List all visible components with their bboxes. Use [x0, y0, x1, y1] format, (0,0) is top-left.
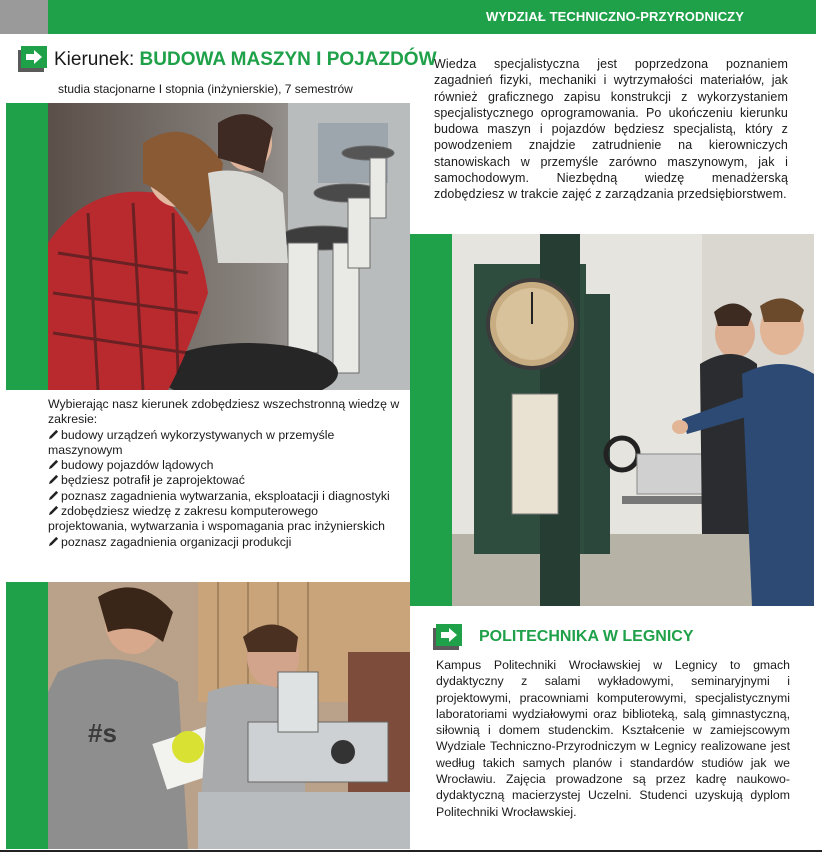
right-green-strip [410, 234, 452, 606]
pencil-icon [48, 459, 59, 470]
photo-students-microscopes [48, 103, 410, 390]
pencil-icon [48, 505, 59, 516]
left-green-strip-bottom [6, 582, 48, 849]
header-gray-corner [0, 0, 48, 34]
list-item: budowy urządzeń wykorzystywanych w przemyśle maszynowym [48, 427, 335, 457]
list-item: zdobędziesz wiedzę z zakresu komputerowego projektowania, wytwarzania i wspomagania prac inżynierskich [48, 504, 385, 534]
skills-section [48, 397, 400, 550]
skills-lead: Wybierając nasz kierunek zdobędziesz wszechstronną wiedzę w zakresie: [48, 397, 400, 427]
list-item: poznasz zagadnienia organizacji produkcji [48, 535, 400, 550]
skills-list [48, 428, 400, 550]
program-name: BUDOWA MASZYN I POJAZDÓW [139, 49, 437, 70]
bottom-rule [0, 850, 822, 852]
pencil-icon [48, 474, 59, 485]
politechnika-heading: POLITECHNIKA W LEGNICY [479, 628, 694, 645]
program-subtitle: studia stacjonarne I stopnia (inżynierskie), 7 semestrów [58, 82, 353, 96]
list-item: będziesz potrafił je zaprojektować [48, 473, 400, 488]
pencil-icon [48, 429, 59, 440]
program-heading [54, 49, 437, 71]
list-item: poznasz zagadnienia wytwarzania, eksploatacji i diagnostyki [48, 489, 400, 504]
svg-text:#s: #s [88, 718, 117, 748]
arrow-right-icon [433, 624, 463, 655]
list-item: budowy pojazdów lądowych [48, 458, 400, 473]
pencil-icon [48, 536, 59, 547]
politechnika-paragraph: Kampus Politechniki Wrocławskiej w Legnicy to gmach dydaktyczny z salami wykładowymi, seminaryjnymi i projektowymi, pracowniami komputerowymi, specjalistycznymi laboratoriami wydziałowymi oraz biblioteką, salą gimnastyczną, siłownią i domem studenckim. Kształcenie w zamiejscowym Wydziale Techniczno-Przyrodniczym w Legnicy realizowane jest według takich samych planów i standardów studiów jak we Wrocławiu. Zajęcia prowadzone są przez kadrę naukowo-dydaktyczną macierzystej Uczelni. Studenci uzyskują dyplom Politechniki Wrocławskiej. [436, 658, 790, 819]
left-green-strip-top [6, 103, 48, 390]
header-bar [48, 0, 816, 34]
photo-students-lathe [48, 582, 410, 849]
arrow-right-icon [18, 46, 48, 77]
intro-paragraph: Wiedza specjalistyczna jest poprzedzona poznaniem zagadnień fizyki, mechaniki i wytrzymałości materiałów, jak również graficznego zapisu konstrukcji z wykorzystaniem specjalistycznego oprogramowania. Po ukończeniu kierunku budowa maszyn i pojazdów będziesz specjalistą, który z powodzeniem znajdzie zatrudnienie na kierowniczych stanowiskach w przemyśle zarówno maszynowym, jak i samochodowym. Niezbędną wiedzę menadżerską zdobędziesz w trakcie zajęć z zarządzania przedsiębiorstwem. [434, 57, 788, 202]
faculty-title: WYDZIAŁ TECHNICZNO-PRZYRODNICZY [485, 9, 744, 24]
program-prefix: Kierunek: [54, 49, 140, 70]
photo-testing-machine [452, 234, 814, 606]
pencil-icon [48, 490, 59, 501]
